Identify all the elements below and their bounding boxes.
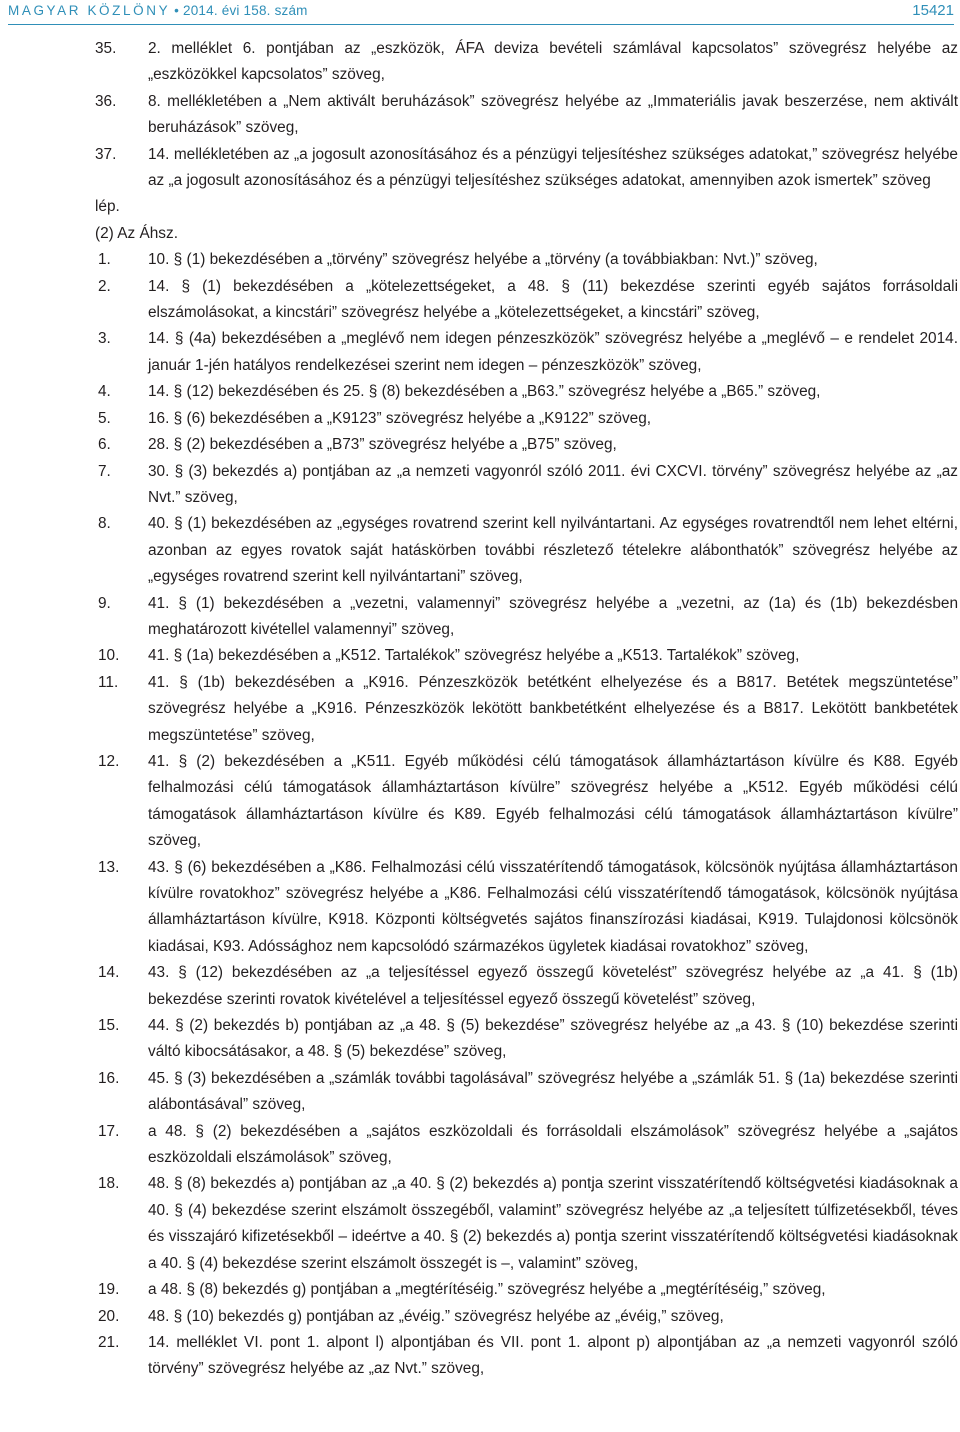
item-number: 15. <box>98 1017 120 1035</box>
item-number: 1. <box>98 251 111 269</box>
list-item <box>98 1277 958 1303</box>
header-rule <box>8 24 954 25</box>
item-text: a 48. § (2) bekezdésében a „sajátos eszközoldali és forrásoldali elszámolások” szövegrész helyébe a „sajátos eszközoldali elszámolások” szöveg, <box>148 1122 958 1167</box>
list-item <box>98 379 958 405</box>
journal-name: MAGYAR KÖZLÖNY <box>8 3 171 18</box>
item-text: 43. § (6) bekezdésében a „K86. Felhalmozási célú visszatérítendő támogatások, kölcsönök nyújtása államháztartáson kívülre rovatokhoz” szövegrész helyébe a „K86. Felhalmozási célú visszatérítendő támogatások, kölcsönök nyújtása államháztartáson kívülre, K918. Központi költségvetés sajátos finanszírozási kiadásai, K919. Tulajdonosi kölcsönök kiadásai, K93. Adóssághoz nem kapcsolódó származékos ügyletek kiadásai rovatokhoz” szöveg, <box>148 858 958 955</box>
item-text: 14. § (12) bekezdésében és 25. § (8) bekezdésében a „B63.” szövegrész helyébe a „B65.” szöveg, <box>148 383 821 401</box>
item-number: 12. <box>98 752 120 770</box>
list-item <box>98 643 958 669</box>
list-item <box>98 1066 958 1119</box>
item-number: 17. <box>98 1122 120 1140</box>
item-text: 14. § (4a) bekezdésében a „meglévő nem idegen pénzeszközök” szövegrész helyébe a „meglévő – e rendelet 2014. január 1-jén hatályos rendelkezései szerint nem idegen – pénzeszközök” szöveg, <box>148 330 958 374</box>
list-item <box>98 511 958 590</box>
item-text: 10. § (1) bekezdésében a „törvény” szövegrész helyébe a „törvény (a továbbiakban: Nvt.)” szöveg, <box>148 251 818 269</box>
list-item <box>98 670 958 749</box>
list-item <box>98 326 958 379</box>
list-item <box>98 459 958 512</box>
item-number: 19. <box>98 1281 120 1299</box>
list-item <box>98 1171 958 1277</box>
item-text: 16. § (6) bekezdésében a „K9123” szövegrész helyébe a „K9122” szöveg, <box>148 409 652 427</box>
item-number: 11. <box>98 673 119 691</box>
list-item <box>98 591 958 644</box>
document-body <box>0 36 960 1383</box>
item-number: 10. <box>98 647 120 665</box>
item-text: 44. § (2) bekezdés b) pontjában az „a 48. § (5) bekezdése” szövegrész helyébe az „a 43. § (10) bekezdése szerinti váltó kibocsátásakor, a 48. § (5) bekezdése” szöveg, <box>148 1017 958 1061</box>
running-header <box>8 0 954 24</box>
item-number: 36. <box>95 92 117 110</box>
item-number: 9. <box>98 594 111 612</box>
item-number: 7. <box>98 462 111 480</box>
list-item <box>98 1304 958 1330</box>
item-text: 41. § (2) bekezdésében a „K511. Egyéb működési célú támogatások államháztartáson kívülre és K88. Egyéb felhalmozási célú támogatások államháztartáson kívülre” szövegrész helyébe a „K512. Egyéb működési célú támogatások államháztartáson kívülre és K89. Egyéb felhalmozási célú támogatások államháztartáson kívülre” szöveg, <box>148 752 958 850</box>
list-item <box>95 36 958 89</box>
item-number: 8. <box>98 515 111 533</box>
list-item <box>98 1330 958 1383</box>
item-number: 13. <box>98 858 120 876</box>
item-text: 40. § (1) bekezdésében az „egységes rovatrend szerint kell nyilvántartani. Az egységes rovatrendtől nem lehet eltérni, azonban az egyes rovatok saját hatáskörben további részletező tételekre alábonthatók” szövegrész helyébe az „egységes rovatrend szerint kell nyilvántartani” szöveg, <box>148 515 958 586</box>
item-number: 14. <box>98 964 120 982</box>
item-text: 45. § (3) bekezdésében a „számlák további tagolásával” szövegrész helyébe a „számlák 51. § (1a) bekezdése szerinti alábontásával” szöveg, <box>148 1069 958 1114</box>
list-item <box>95 89 958 142</box>
item-text: 14. § (1) bekezdésében a „kötelezettségeket, a 48. § (11) bekezdése szerinti egyéb sajátos forrásoldali elszámolásokat, a kincstári” szövegrész helyébe a „kötelezettségeket, a kincstári” szöveg, <box>148 277 958 322</box>
list-item <box>98 1119 958 1172</box>
journal-title <box>8 3 308 18</box>
item-text: 30. § (3) bekezdés a) pontjában az „a nemzeti vagyonról szóló 2011. évi CXCVI. törvény” szövegrész helyébe az „az Nvt.” szöveg, <box>148 462 958 506</box>
item-text: 2. melléklet 6. pontjában az „eszközök, ÁFA deviza bevételi számlával kapcsolatos” szövegrész helyébe az „eszközökkel kapcsolatos” szöveg, <box>148 40 958 84</box>
item-text: 41. § (1b) bekezdésében a „K916. Pénzeszközök betétként elhelyezése és a B817. Betétek megszüntetése” szövegrész helyébe a „K916. Pénzeszközök lekötött bankbetétként elhelyezése és a B817. Lekötött bankbetétek megszüntetése” szöveg, <box>148 673 958 744</box>
list-item <box>98 274 958 327</box>
list-item <box>98 1013 958 1066</box>
item-text: 14. mellékletében az „a jogosult azonosításához és a pénzügyi teljesítéshez szükséges adatokat,” szövegrész helyébe az „a jogosult azonosításához és a pénzügyi teljesítéshez szükséges adatokat, amennyiben azok ismertek” szöveg <box>148 145 958 190</box>
issue-label: • 2014. évi 158. szám <box>174 3 308 18</box>
page-number: 15421 <box>912 2 954 19</box>
item-number: 6. <box>98 436 111 454</box>
list-item <box>98 960 958 1013</box>
item-number: 21. <box>98 1333 120 1351</box>
item-text: 43. § (12) bekezdésében az „a teljesítéssel egyező összegű követelést” szövegrész helyébe az „a 41. § (1b) bekezdése szerinti rovatok kivételével a teljesítéssel egyező összegű követelést” szöveg, <box>148 964 958 1008</box>
list-item <box>98 247 958 273</box>
item-number: 3. <box>98 330 111 348</box>
item-number: 2. <box>98 277 111 295</box>
list-item <box>98 749 958 855</box>
item-number: 4. <box>98 383 111 401</box>
item-number: 37. <box>95 145 117 163</box>
item-text: 41. § (1) bekezdésében a „vezetni, valamennyi” szövegrész helyébe a „vezetni, az (1a) és (1b) bekezdésben meghatározott kivétellel valamennyi” szöveg, <box>148 594 958 638</box>
item-number: 35. <box>95 40 117 57</box>
section-heading: (2) Az Áhsz. <box>95 224 178 242</box>
item-number: 20. <box>98 1307 120 1325</box>
item-text: a 48. § (8) bekezdés g) pontjában a „megtérítéséig.” szövegrész helyébe a „megtérítéséig,” szöveg, <box>148 1281 826 1299</box>
list-item <box>98 432 958 458</box>
item-text: 48. § (8) bekezdés a) pontjában az „a 40. § (2) bekezdés a) pontja szerint visszatérítendő költségvetési kiadásoknak a 40. § (4) bekezdése szerint elszámolt összegéből, valamint” szövegrész helyébe az „a teljesített túlfizetésekből, téves és visszajáró kifizetésekből – ideértve a 40. § (2) bekezdés a) pontja szerint visszatérítendő költségvetési kiadásoknak a 40. § (4) bekezdése szerint elszámolt összegét is –, valamint” szöveg, <box>148 1175 958 1272</box>
item-text: 8. mellékletében a „Nem aktivált beruházások” szövegrész helyébe az „Immateriális javak beszerzése, nem aktivált beruházások” szöveg, <box>148 92 958 137</box>
list-item <box>98 406 958 432</box>
item-number: 18. <box>98 1175 120 1193</box>
item-text: 48. § (10) bekezdés g) pontjában az „évéig.” szövegrész helyébe az „évéig,” szöveg, <box>148 1307 724 1325</box>
list-item <box>95 142 958 195</box>
item-text: 28. § (2) bekezdésében a „B73” szövegrész helyébe a „B75” szöveg, <box>148 436 617 454</box>
list-item <box>98 855 958 961</box>
lep-line: lép. <box>95 198 120 216</box>
item-text: 14. melléklet VI. pont 1. alpont l) alpontjában és VII. pont 1. alpont p) alpontjában az „a nemzeti vagyonról szóló törvény” szövegrész helyébe az „az Nvt.” szöveg, <box>148 1333 958 1378</box>
item-number: 16. <box>98 1069 120 1087</box>
item-text: 41. § (1a) bekezdésében a „K512. Tartalékok” szövegrész helyébe a „K513. Tartalékok” szöveg, <box>148 647 800 665</box>
item-number: 5. <box>98 409 111 427</box>
